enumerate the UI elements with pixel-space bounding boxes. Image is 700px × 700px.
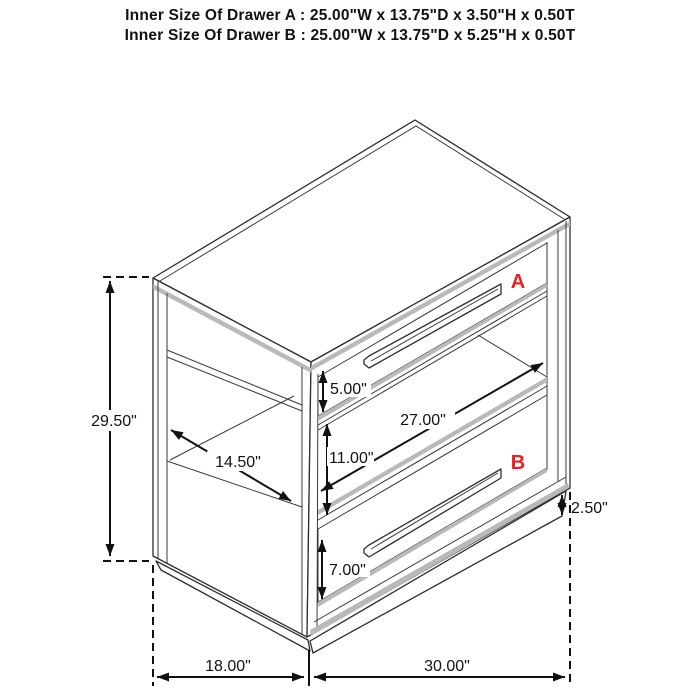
dim-shelf-depth-label: 14.50"	[215, 454, 261, 471]
dim-opening-height-label: 11.00"	[329, 450, 374, 467]
drawer-a-letter: A	[510, 271, 526, 293]
dim-drawer-b-height-label: 7.00"	[329, 562, 366, 579]
dim-opening-width-label: 27.00"	[400, 412, 446, 429]
dim-overall-height-label: 29.50"	[91, 413, 137, 430]
dim-overall-depth-label: 18.00"	[205, 658, 251, 675]
dim-overall-width-label: 30.00"	[424, 658, 470, 675]
drawer-a-spec-line: Inner Size Of Drawer A : 25.00"W x 13.75"D x 3.50"H x 0.50T	[125, 7, 575, 24]
drawer-b-letter: B	[510, 452, 526, 474]
drawer-b-spec-line: Inner Size Of Drawer B : 25.00"W x 13.75"D x 5.25"H x 0.50T	[124, 27, 576, 44]
dim-drawer-a-height-label: 5.00"	[330, 381, 367, 398]
dim-base-height-label: 2.50"	[571, 500, 608, 517]
